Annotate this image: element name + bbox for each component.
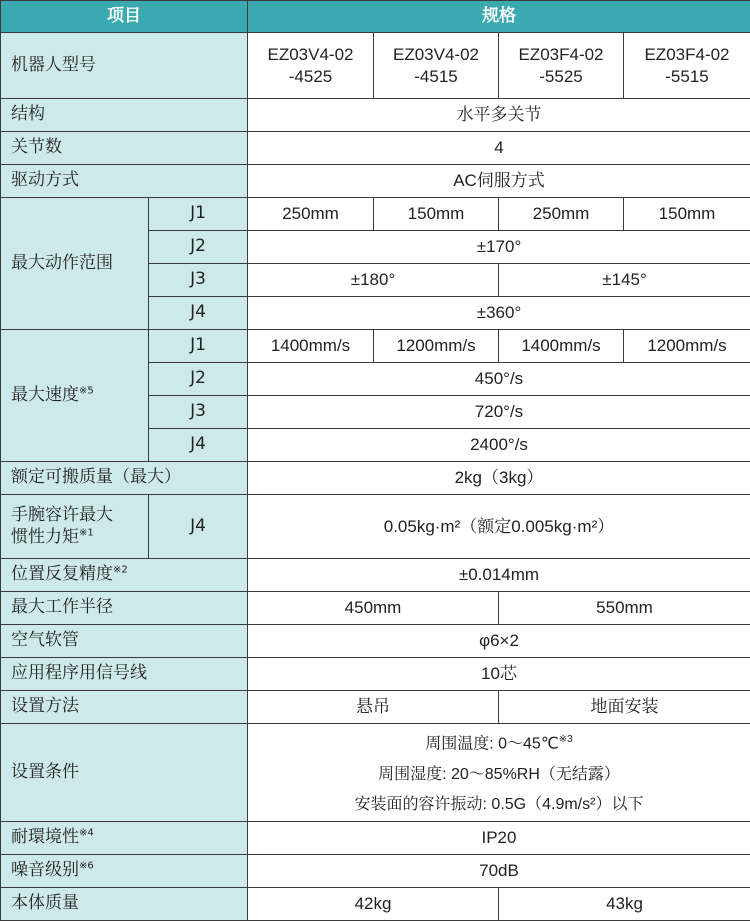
row-joints <box>1 132 750 165</box>
model-3: EZ03F4-02 -5525 <box>499 33 624 99</box>
speed-j4-value: 2400°/s <box>248 429 750 462</box>
note-inertia: ※1 <box>79 526 94 538</box>
value-drive: AC伺服方式 <box>248 165 750 198</box>
range-j2-label: J2 <box>149 231 248 264</box>
value-environment: IP20 <box>248 822 750 855</box>
speed-j2-label: J2 <box>149 363 248 396</box>
label-structure: 结构 <box>1 99 248 132</box>
value-repeatability: ±0.014mm <box>248 559 750 592</box>
speed-j1-label: J1 <box>149 330 248 363</box>
value-payload: 2kg（3kg） <box>248 462 750 495</box>
label-mounting: 设置方法 <box>1 691 248 724</box>
row-speed-j1 <box>1 330 750 363</box>
row-mounting <box>1 691 750 724</box>
value-mounting-1: 悬吊 <box>248 691 499 724</box>
label-conditions: 设置条件 <box>1 724 248 822</box>
label-joints: 关节数 <box>1 132 248 165</box>
label-payload: 额定可搬质量（最大） <box>1 462 248 495</box>
row-drive <box>1 165 750 198</box>
value-radius-2: 550mm <box>499 592 750 625</box>
value-mounting-2: 地面安装 <box>499 691 750 724</box>
label-inertia: 手腕容许最大 惯性力矩$^{※1}$ <box>1 495 149 559</box>
conditions-line-1: 周围温度: 0～45℃$^{※3}$ <box>425 734 573 753</box>
row-inertia <box>1 495 750 559</box>
row-repeatability <box>1 559 750 592</box>
speed-j3-label: J3 <box>149 396 248 429</box>
value-air: φ6×2 <box>248 625 750 658</box>
range-j1-label: J1 <box>149 198 248 231</box>
value-signal: 10芯 <box>248 658 750 691</box>
header-spec: 规格 <box>248 1 750 33</box>
range-j2-value: ±170° <box>248 231 750 264</box>
header-row <box>1 1 750 33</box>
value-mass-2: 43kg <box>499 888 750 921</box>
row-conditions <box>1 724 750 822</box>
row-noise <box>1 855 750 888</box>
header-item: 项目 <box>1 1 248 33</box>
value-radius-1: 450mm <box>248 592 499 625</box>
label-repeatability: 位置反复精度$^{※2}$ <box>1 559 248 592</box>
speed-j2-value: 450°/s <box>248 363 750 396</box>
label-mass: 本体质量 <box>1 888 248 921</box>
value-conditions <box>248 724 750 822</box>
label-speed: 最大速度$^{※5}$ <box>1 330 149 462</box>
label-air: 空气软管 <box>1 625 248 658</box>
row-mass <box>1 888 750 921</box>
model-4: EZ03F4-02 -5515 <box>624 33 750 99</box>
row-structure <box>1 99 750 132</box>
range-j1-3: 250mm <box>499 198 624 231</box>
label-range: 最大动作范围 <box>1 198 149 330</box>
label-noise: 噪音级别$^{※6}$ <box>1 855 248 888</box>
speed-j4-label: J4 <box>149 429 248 462</box>
conditions-line-3: 安装面的容许振动: 0.5G（4.9m/s²）以下 <box>354 795 644 813</box>
label-signal: 应用程序用信号线 <box>1 658 248 691</box>
inertia-joint: J4 <box>149 495 248 559</box>
row-range-j1 <box>1 198 750 231</box>
note-noise: ※6 <box>79 860 94 872</box>
value-mass-1: 42kg <box>248 888 499 921</box>
value-structure: 水平多关节 <box>248 99 750 132</box>
conditions-line-2: 周围湿度: 20～85%RH（无结露） <box>378 765 620 783</box>
row-environment <box>1 822 750 855</box>
speed-j1-3: 1400mm/s <box>499 330 624 363</box>
value-inertia: 0.05kg·m²（额定0.005kg·m²） <box>248 495 750 559</box>
range-j3-label: J3 <box>149 264 248 297</box>
speed-j3-value: 720°/s <box>248 396 750 429</box>
range-j3-value-2: ±145° <box>499 264 750 297</box>
row-payload <box>1 462 750 495</box>
range-j4-value: ±360° <box>248 297 750 330</box>
label-radius: 最大工作半径 <box>1 592 248 625</box>
range-j1-2: 150mm <box>374 198 499 231</box>
range-j3-value-1: ±180° <box>248 264 499 297</box>
range-j1-1: 250mm <box>248 198 374 231</box>
label-environment: 耐環境性$^{※4}$ <box>1 822 248 855</box>
row-signal <box>1 658 750 691</box>
note-repeatability: ※2 <box>113 564 128 576</box>
model-2: EZ03V4-02 -4515 <box>374 33 499 99</box>
row-air <box>1 625 750 658</box>
value-noise: 70dB <box>248 855 750 888</box>
model-1: EZ03V4-02 -4525 <box>248 33 374 99</box>
label-models: 机器人型号 <box>1 33 248 99</box>
range-j1-4: 150mm <box>624 198 750 231</box>
note-speed: ※5 <box>79 385 94 397</box>
value-joints: 4 <box>248 132 750 165</box>
row-models <box>1 33 750 99</box>
note-conditions: ※3 <box>558 734 573 746</box>
speed-j1-1: 1400mm/s <box>248 330 374 363</box>
label-drive: 驱动方式 <box>1 165 248 198</box>
note-environment: ※4 <box>79 827 94 839</box>
range-j4-label: J4 <box>149 297 248 330</box>
row-radius <box>1 592 750 625</box>
speed-j1-2: 1200mm/s <box>374 330 499 363</box>
speed-j1-4: 1200mm/s <box>624 330 750 363</box>
